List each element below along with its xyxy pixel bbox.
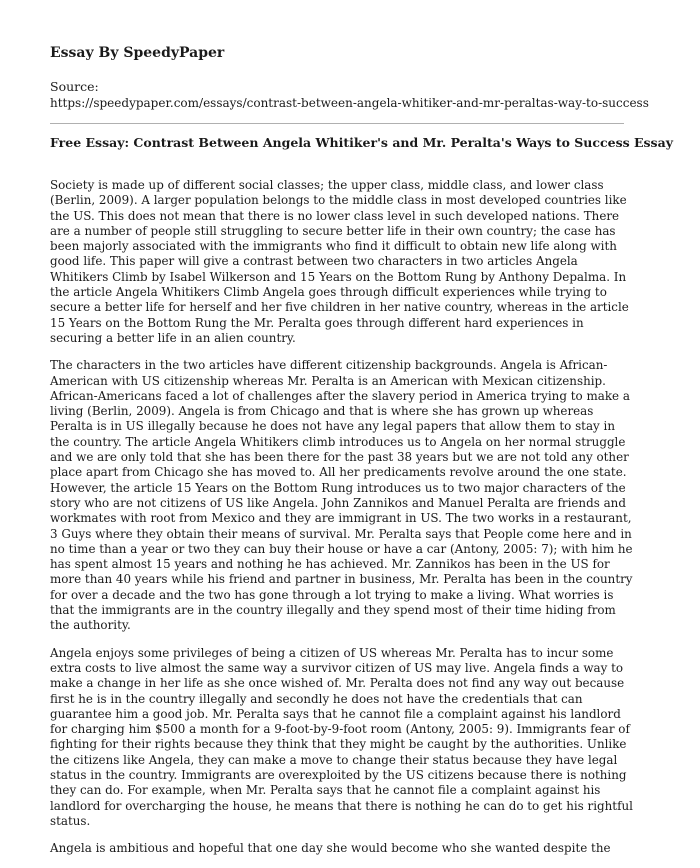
source-label: Source: xyxy=(50,79,99,94)
header-divider xyxy=(50,123,624,124)
essay-body xyxy=(50,178,638,868)
source-url: https://speedypaper.com/essays/contrast-between-angela-whitiker-and-mr-peraltas-way-to-success xyxy=(50,96,649,110)
document-header-title: Essay By SpeedyPaper xyxy=(50,45,225,61)
essay-paragraph-3: Angela enjoys some privileges of being a citizen of US whereas Mr. Peralta has to incur some extra costs to live almost the same way a survivor citizen of US may live. Angela finds a way to make a change in her life as she once wished of. Mr. Peralta does not find any way out because first he is in the country illegally and secondly he does not have the credentials that can guarantee him a good job. Mr. Peralta says that he cannot file a complaint against his landlord for charging him $500 a month for a 9-foot-by-9-foot room (Antony, 2005: 9). Immigrants fear of fighting for their rights because they think that they might be caught by the authorities. Unlike the citizens like Angela, they can make a move to change their status because they have legal status in the country. Immigrants are overexploited by the US citizens because there is nothing they can do. For example, when Mr. Peralta says that he cannot file a complaint against his landlord for overcharging the house, he means that there is nothing he can do to get his rightful status. xyxy=(50,645,633,828)
essay-paragraph-4: Angela is ambitious and hopeful that one day she would become who she wanted despite the xyxy=(50,841,611,856)
essay-paragraph-2: The characters in the two articles have different citizenship backgrounds. Angela is African-American with US citizenship whereas Mr. Peralta is an American with Mexican citizenship. African-Americans faced a lot of challenges after the slavery period in America trying to make a living (Berlin, 2009). Angela is from Chicago and that is where she has grown up whereas Peralta is in US illegally because he does not have any legal papers that allow them to stay in the country. The article Angela Whitikers climb introduces us to Angela on her normal struggle and we are only told that she has been there for the past 38 years but we are not told any other place apart from Chicago she has moved to. All her predicaments revolve around the one state. However, the article 15 Years on the Bottom Rung introduces us to two major characters of the story who are not citizens of US like Angela. John Zannikos and Manuel Peralta are friends and workmates with root from Mexico and they are immigrant in US. The two works in a restaurant, 3 Guys where they obtain their means of survival. Mr. Peralta says that People come here and in no time than a year or two they can buy their house or have a car (Antony, 2005: 7); with him he has spent almost 15 years and nothing he has achieved. Mr. Zannikos has been in the US for more than 40 years while his friend and partner in business, Mr. Peralta has been in the country for over a decade and the two has gone through a lot trying to make a living. What worries is that the immigrants are in the country illegally and they spend most of their time hiding from the authority. xyxy=(50,358,633,633)
essay-paragraph-1: Society is made up of different social classes; the upper class, middle class, and lower class (Berlin, 2009). A larger population belongs to the middle class in most developed countries like the US. This does not mean that there is no lower class level in such developed nations. There are a number of people still struggling to secure better life in their own country; the case has been majorly associated with the immigrants who find it difficult to obtain new life along with good life. This paper will give a contrast between two characters in two articles Angela Whitikers Climb by Isabel Wilkerson and 15 Years on the Bottom Rung by Anthony Depalma. In the article Angela Whitikers Climb Angela goes through difficult experiences while trying to secure a better life for herself and her five children in her native country, whereas in the article 15 Years on the Bottom Rung the Mr. Peralta goes through different hard experiences in securing a better life in an alien country. xyxy=(50,178,629,345)
essay-title: Free Essay: Contrast Between Angela Whitiker's and Mr. Peralta's Ways to Success Essay xyxy=(50,135,673,150)
